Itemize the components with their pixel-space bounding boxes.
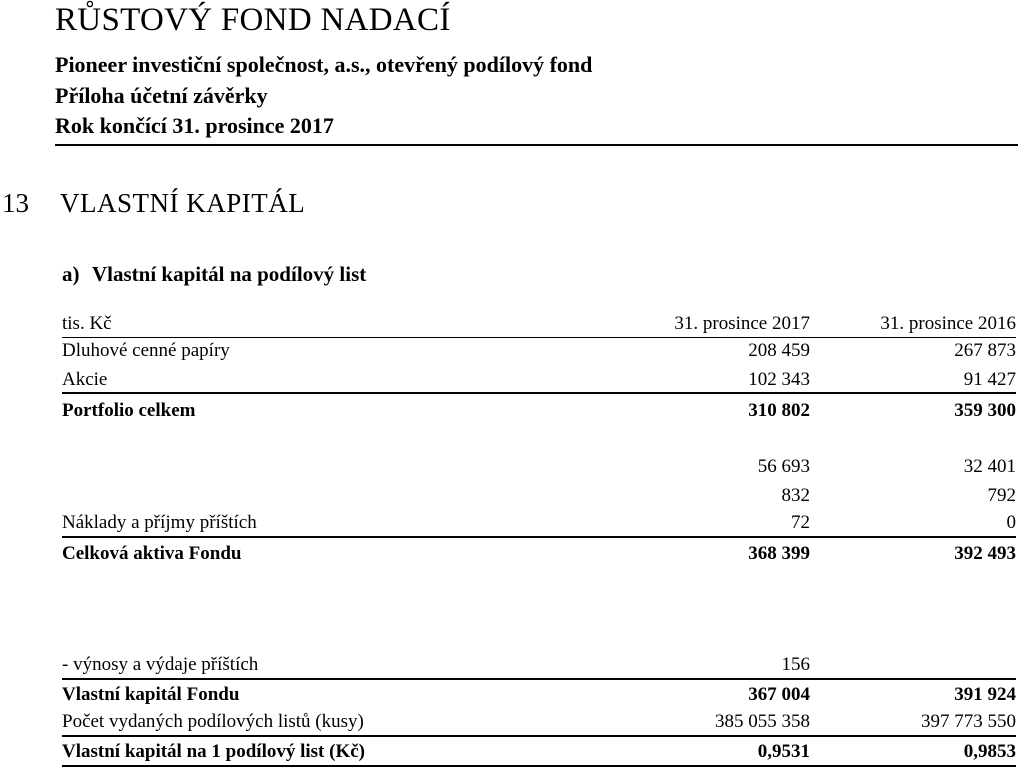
row-label: Celková aktiva Fondu [62, 543, 242, 564]
table-row [62, 538, 1016, 570]
row-label: Akcie [62, 369, 108, 390]
table-row [62, 736, 1016, 768]
value-2017: 56 693 [757, 456, 810, 477]
row-label: Počet vydaných podílových listů (kusy) [62, 711, 364, 732]
row-divider [62, 392, 1016, 394]
value-2017: 208 459 [748, 340, 810, 361]
value-2017: 72 [791, 512, 810, 533]
table-bottom-rule [62, 765, 1016, 767]
value-2016: 392 493 [954, 543, 1016, 564]
column-header-2017: 31. prosince 2017 [674, 313, 810, 334]
value-2017: 367 004 [748, 684, 810, 705]
value-2016: 267 873 [954, 340, 1016, 361]
table-row [62, 507, 1016, 539]
fund-name-title: RŮSTOVÝ FOND NADACÍ [55, 2, 451, 38]
column-header-2016: 31. prosince 2016 [880, 313, 1016, 334]
value-2017: 832 [781, 485, 810, 506]
value-2017: 368 399 [748, 543, 810, 564]
value-2017: 310 802 [748, 400, 810, 421]
table-row [62, 335, 1016, 367]
reporting-period: Rok končící 31. prosince 2017 [55, 113, 334, 138]
table-row [62, 395, 1016, 427]
row-label: Portfolio celkem [62, 400, 196, 421]
equity-table [62, 0, 1016, 770]
value-2016: 359 300 [954, 400, 1016, 421]
value-2017: 385 055 358 [715, 711, 810, 732]
value-2016: 397 773 550 [921, 711, 1016, 732]
row-label: Náklady a příjmy příštích [62, 512, 257, 533]
section-title: VLASTNÍ KAPITÁL [60, 188, 306, 218]
annex-label: Příloha účetní závěrky [55, 83, 268, 108]
value-2017: 0,9531 [757, 741, 810, 762]
section-number: 13 [2, 188, 29, 218]
value-2016: 32 401 [963, 456, 1016, 477]
value-2017: 102 343 [748, 369, 810, 390]
row-label: - výnosy a výdaje příštích [62, 654, 259, 675]
table-row [62, 649, 1016, 681]
row-label: Dluhové cenné papíry [62, 340, 230, 361]
row-label: Vlastní kapitál Fondu [62, 684, 240, 705]
subsection-letter: a) [62, 262, 80, 286]
company-name: Pioneer investiční společnost, a.s., otevřený podílový fond [55, 52, 593, 77]
subsection-title: Vlastní kapitál na podílový list [92, 262, 367, 286]
value-2016: 391 924 [954, 684, 1016, 705]
value-2016: 0 [1006, 512, 1016, 533]
unit-label: tis. Kč [62, 313, 112, 334]
value-2016: 91 427 [963, 369, 1016, 390]
value-2017: 156 [781, 654, 810, 675]
row-label: Vlastní kapitál na 1 podílový list (Kč) [62, 741, 365, 762]
table-row [62, 706, 1016, 738]
table-row [62, 451, 1016, 483]
value-2016: 792 [987, 485, 1016, 506]
value-2016: 0,9853 [963, 741, 1016, 762]
